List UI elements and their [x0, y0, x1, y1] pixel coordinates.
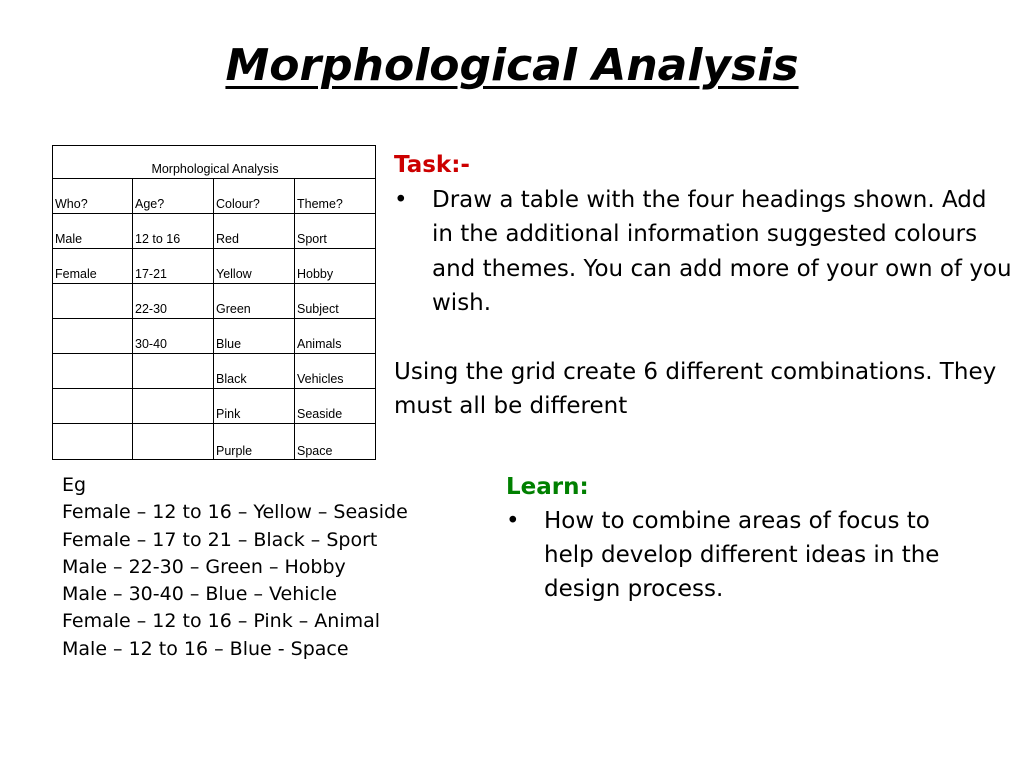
example-line: Female – 17 to 21 – Black – Sport: [62, 528, 378, 551]
example-line: Male – 30-40 – Blue – Vehicle: [62, 583, 337, 606]
table-header-row: [53, 179, 376, 214]
table-cell: Sport: [295, 214, 376, 249]
table-cell: [133, 389, 214, 424]
table-cell: [133, 424, 214, 460]
example-label: Eg: [62, 474, 87, 496]
table-cell: Space: [295, 424, 376, 460]
table-cell: 30-40: [133, 319, 214, 354]
task-bullet-text: Draw a table with the four headings shown. Add in the additional information suggested colours and themes. You can add more of your own of you wish.: [432, 186, 1012, 316]
table-cell: [53, 389, 133, 424]
table-cell: Purple: [214, 424, 295, 460]
table-cell: 12 to 16: [133, 214, 214, 249]
table-cell: Hobby: [295, 249, 376, 284]
task-paragraph: Using the grid create 6 different combinations. They must all be different: [394, 358, 997, 419]
morphological-table: [52, 145, 376, 460]
table-row: [53, 249, 376, 284]
task-section: [394, 148, 1014, 424]
example-section: [62, 472, 482, 663]
table-cell: Vehicles: [295, 354, 376, 389]
table-cell: Male: [53, 214, 133, 249]
table-cell: Green: [214, 284, 295, 319]
table-header-cell: Age?: [133, 179, 214, 214]
task-bullet: [394, 183, 1014, 321]
table-cell: [53, 319, 133, 354]
table-cell: Subject: [295, 284, 376, 319]
table-cell: 17-21: [133, 249, 214, 284]
example-line: Male – 12 to 16 – Blue - Space: [62, 637, 349, 660]
task-heading: Task:-: [394, 152, 470, 178]
table-caption: Morphological Analysis: [53, 146, 376, 179]
table-cell: Female: [53, 249, 133, 284]
learn-heading: Learn:: [506, 474, 589, 500]
example-line: Male – 22-30 – Green – Hobby: [62, 555, 346, 578]
table-row: [53, 354, 376, 389]
example-line: Female – 12 to 16 – Yellow – Seaside: [62, 501, 408, 524]
bullet-icon: •: [394, 186, 408, 213]
table-cell: Seaside: [295, 389, 376, 424]
table-cell: Animals: [295, 319, 376, 354]
table-header-cell: Who?: [53, 179, 133, 214]
table-row: [53, 284, 376, 319]
table-cell: [53, 284, 133, 319]
learn-bullet-text: How to combine areas of focus to help develop different ideas in the design process.: [544, 508, 940, 602]
table-cell: [53, 424, 133, 460]
table-cell: 22-30: [133, 284, 214, 319]
table-row: [53, 424, 376, 460]
learn-bullet: [506, 504, 986, 606]
slide-title: [0, 38, 1024, 94]
table-row: [53, 389, 376, 424]
table-cell: [53, 354, 133, 389]
table-cell: Blue: [214, 319, 295, 354]
table-cell: Pink: [214, 389, 295, 424]
table-cell: [133, 354, 214, 389]
table-row: [53, 319, 376, 354]
table-cell: Black: [214, 354, 295, 389]
table-row: [53, 214, 376, 249]
table-cell: Yellow: [214, 249, 295, 284]
learn-section: [506, 470, 986, 606]
table-header-cell: Colour?: [214, 179, 295, 214]
table-header-cell: Theme?: [295, 179, 376, 214]
slide-title-text: Morphological Analysis: [225, 40, 799, 91]
example-line: Female – 12 to 16 – Pink – Animal: [62, 610, 381, 633]
table-cell: Red: [214, 214, 295, 249]
bullet-icon: •: [506, 508, 520, 534]
